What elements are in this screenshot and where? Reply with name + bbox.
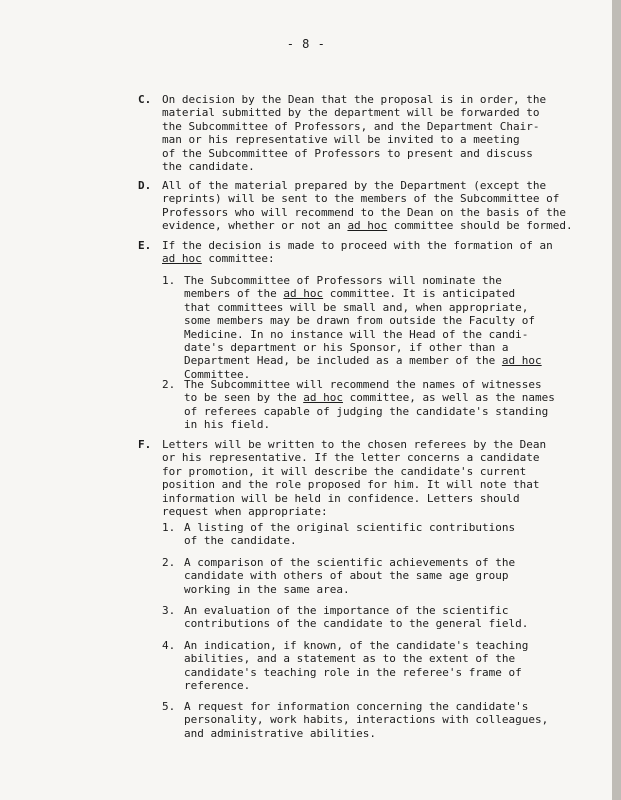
section-f-item-1-number: 1. — [162, 521, 176, 534]
item-line: abilities, and a statement as to the extent of the — [184, 652, 516, 666]
section-e-item-2-number: 2. — [162, 378, 176, 391]
section-e-text — [162, 239, 553, 266]
item-line: date's department or his Sponsor, if other than a — [184, 340, 509, 354]
section-f-item-3-text — [184, 604, 529, 631]
item-line: to be seen by the ad hoc committee, as well as the names — [184, 391, 555, 405]
section-f-line: Letters will be written to the chosen referees by the Dean — [162, 438, 547, 451]
item-line: members of the ad hoc committee. It is anticipated — [184, 287, 516, 301]
item-line: that committees will be small and, when appropriate, — [184, 300, 529, 314]
section-c-line: the Subcommittee of Professors, and the Department Chair- — [162, 119, 540, 133]
section-d-letter: D. — [138, 179, 152, 192]
item-line: contributions of the candidate to the general field. — [184, 617, 529, 631]
item-line: Department Head, be included as a member of the ad hoc — [184, 354, 542, 368]
section-c-line: material submitted by the department will be forwarded to — [162, 106, 540, 120]
section-f-line: for promotion, it will describe the candidate's current — [162, 464, 527, 478]
item-line: of referees capable of judging the candidate's standing — [184, 404, 549, 418]
section-d-line: Professors who will recommend to the Dean on the basis of the — [162, 205, 566, 219]
section-f-item-5-number: 5. — [162, 700, 176, 713]
section-d-line: evidence, whether or not an ad hoc committee should be formed. — [162, 219, 573, 233]
section-f-line: information will be held in confidence. Letters should — [162, 491, 520, 505]
section-f-line: request when appropriate: — [162, 504, 328, 518]
section-d-line: All of the material prepared by the Department (except the — [162, 179, 547, 192]
underlined-phrase: ad hoc — [283, 287, 324, 301]
item-line: Medicine. In no instance will the Head of the candi- — [184, 327, 529, 341]
section-c-line: the candidate. — [162, 159, 255, 173]
item-line: The Subcommittee will recommend the names of witnesses — [184, 378, 542, 391]
section-f-item-4-text — [184, 639, 529, 693]
section-f-line: position and the role proposed for him. It will note that — [162, 478, 540, 492]
section-f-letter: F. — [138, 438, 152, 451]
section-d-text — [162, 179, 573, 233]
section-e-line: ad hoc committee: — [162, 252, 275, 266]
section-f-item-5-text — [184, 700, 549, 740]
section-e-item-1-number: 1. — [162, 274, 176, 287]
item-line: An evaluation of the importance of the scientific — [184, 604, 509, 617]
section-c-letter: C. — [138, 93, 152, 106]
item-line: and administrative abilities. — [184, 726, 377, 740]
item-line: An indication, if known, of the candidate's teaching — [184, 639, 529, 652]
item-line: personality, work habits, interactions with colleagues, — [184, 713, 549, 727]
underlined-phrase: ad hoc — [347, 219, 388, 233]
item-line: reference. — [184, 679, 251, 693]
underlined-phrase: ad hoc — [303, 391, 343, 405]
underlined-phrase: ad hoc — [501, 354, 542, 368]
item-line: A request for information concerning the candidate's — [184, 700, 529, 713]
section-f-line: or his representative. If the letter concerns a candidate — [162, 451, 540, 465]
section-c-line: man or his representative will be invited to a meeting — [162, 133, 520, 147]
underlined-phrase: ad hoc — [162, 252, 202, 266]
section-e-item-1-text — [184, 274, 542, 381]
section-f-item-1-text — [184, 521, 524, 548]
item-line: The Subcommittee of Professors will nominate the — [184, 274, 502, 287]
section-e-item-2-text — [184, 378, 555, 432]
item-line: candidate with others of about the same age group — [184, 569, 509, 583]
section-c-line: On decision by the Dean that the proposal is in order, the — [162, 93, 547, 106]
item-line: Committee. — [184, 367, 251, 381]
page-edge — [612, 0, 621, 800]
section-f-item-3-number: 3. — [162, 604, 176, 617]
item-line: A comparison of the scientific achievements of the — [184, 556, 516, 569]
section-d-line: reprints) will be sent to the members of the Subcommittee of — [162, 192, 560, 206]
section-f-text — [162, 438, 547, 518]
item-line: in his field. — [184, 418, 271, 432]
section-e-letter: E. — [138, 239, 152, 252]
item-line: A listing of the original scientific contributions — [184, 521, 516, 534]
section-f-item-2-text — [184, 556, 524, 596]
section-e-line: If the decision is made to proceed with the formation of an — [162, 239, 553, 252]
item-line: of the candidate. — [184, 534, 297, 548]
item-line: candidate's teaching role in the referee's frame of — [184, 665, 522, 679]
section-c-text — [162, 93, 547, 173]
section-f-item-4-number: 4. — [162, 639, 176, 652]
item-line: working in the same area. — [184, 582, 350, 596]
section-f-item-2-number: 2. — [162, 556, 176, 569]
item-line: some members may be drawn from outside the Faculty of — [184, 314, 535, 328]
section-c-line: of the Subcommittee of Professors to present and discuss — [162, 146, 533, 160]
page-number: - 8 - — [286, 37, 326, 51]
